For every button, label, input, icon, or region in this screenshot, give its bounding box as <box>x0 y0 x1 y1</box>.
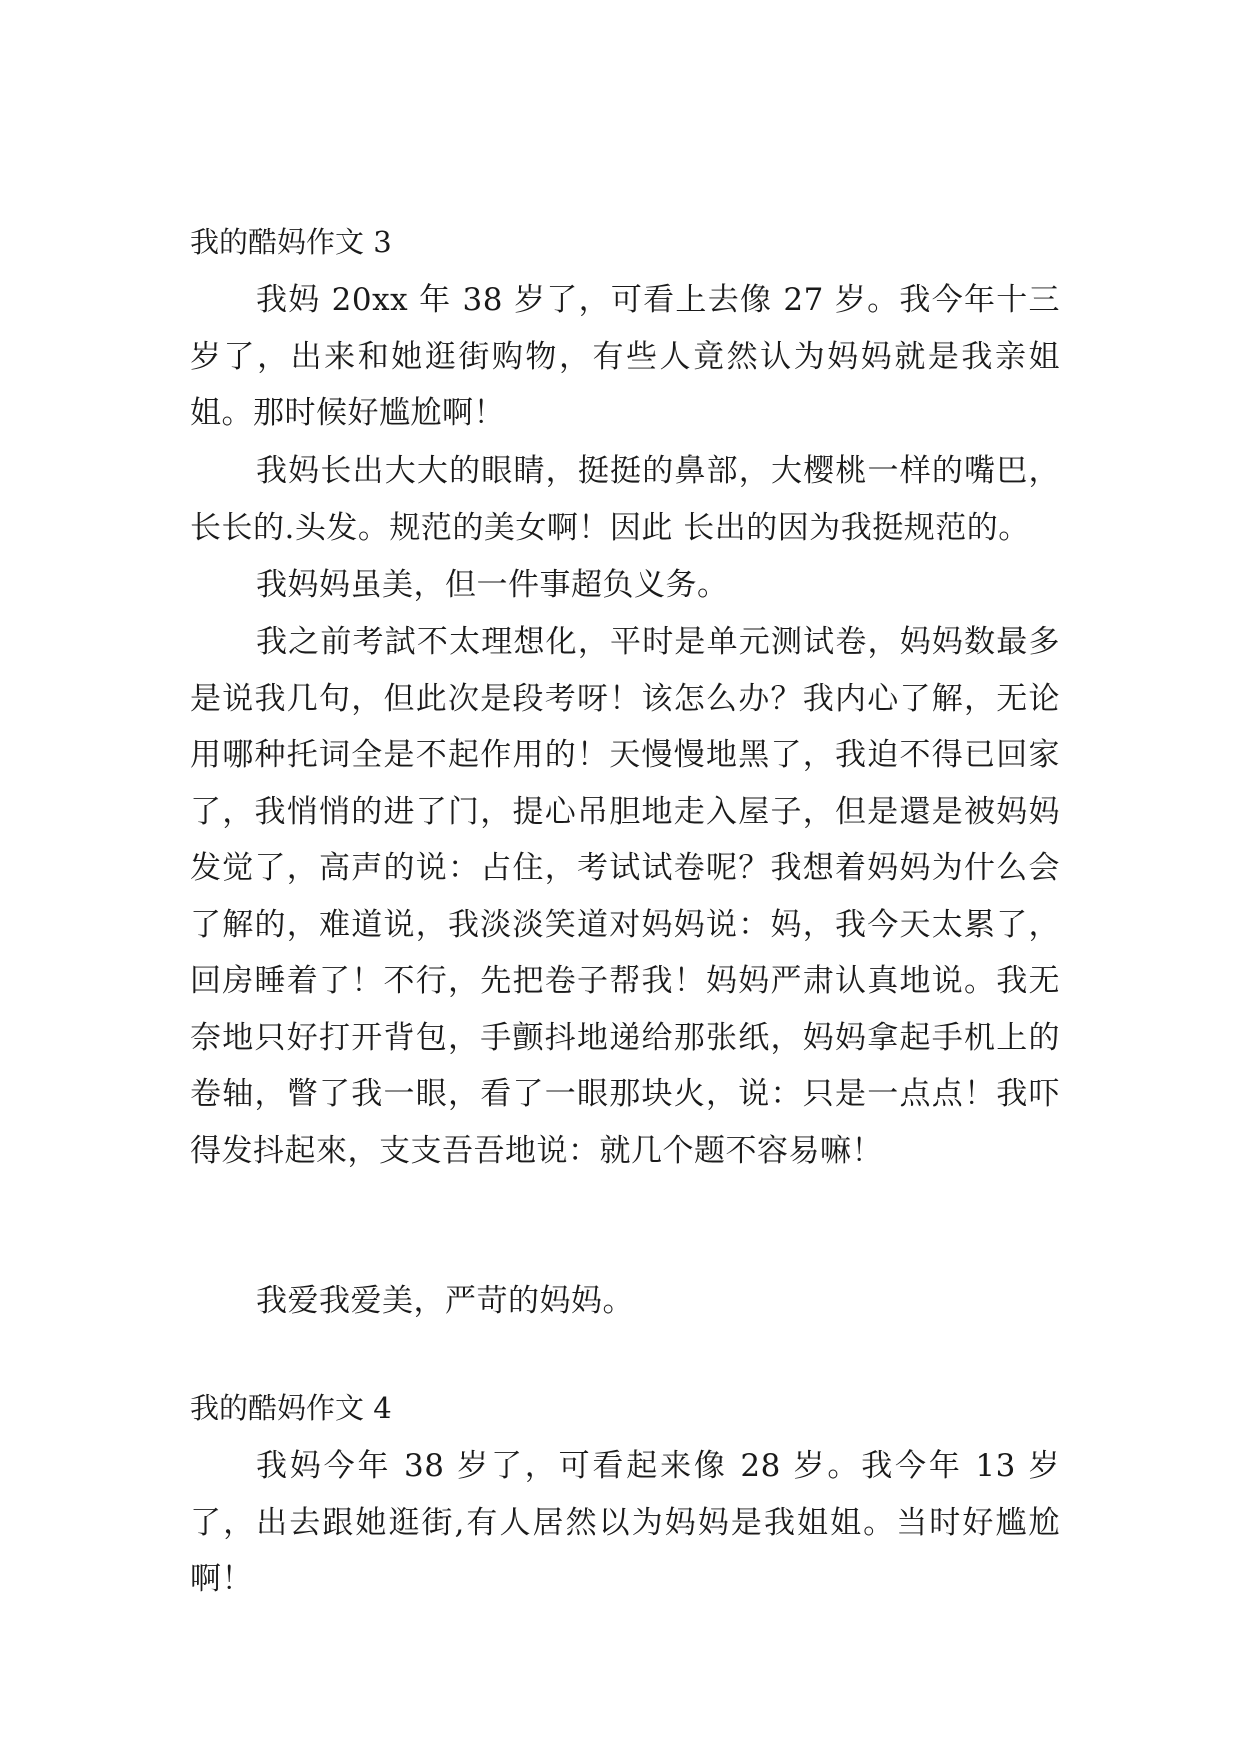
section-title-4: 我的酷妈作文 4 <box>190 1391 392 1425</box>
document-page <box>190 0 1070 1754</box>
paragraph: 我爱我爱美，严苛的妈妈。 <box>256 1283 634 1319</box>
paragraph: 我妈 20xx 年 38 岁了，可看上去像 27 岁。我今年十三岁了，出来和她逛街购物，有些人竟然认为妈妈就是我亲姐姐。那时候好尴尬啊！ <box>190 282 1060 431</box>
paragraph: 我妈今年 38 岁了，可看起来像 28 岁。我今年 13 岁了，出去跟她逛街,有人居然以为妈妈是我姐姐。当时好尴尬啊！ <box>190 1448 1060 1597</box>
paragraph: 我之前考試不太理想化，平时是单元测试卷，妈妈数最多是说我几句，但此次是段考呀！该怎么办？我内心了解，无论用哪种托词全是不起作用的！天慢慢地黑了，我迫不得已回家了，我悄悄的进了门，提心吊胆地走入屋子，但是還是被妈妈发觉了，高声的说：占住，考试试卷呢？我想着妈妈为什么会了解的，难道说，我淡淡笑道对妈妈说：妈，我今天太累了，回房睡着了！不行，先把卷子帮我！妈妈严肃认真地说。我无奈地只好打开背包，手颤抖地递给那张纸，妈妈拿起手机上的卷轴，瞥了我一眼，看了一眼那块火，说：只是一点点！我吓得发抖起來，支支吾吾地说：就几个题不容易嘛！ <box>190 624 1060 1169</box>
paragraph: 我妈妈虽美，但一件事超负义务。 <box>256 567 729 603</box>
section-title-3: 我的酷妈作文 3 <box>190 225 392 259</box>
paragraph: 我妈长出大大的眼睛，挺挺的鼻部，大樱桃一样的嘴巴，长长的.头发。规范的美女啊！因此 长出的因为我挺规范的。 <box>190 453 1060 546</box>
